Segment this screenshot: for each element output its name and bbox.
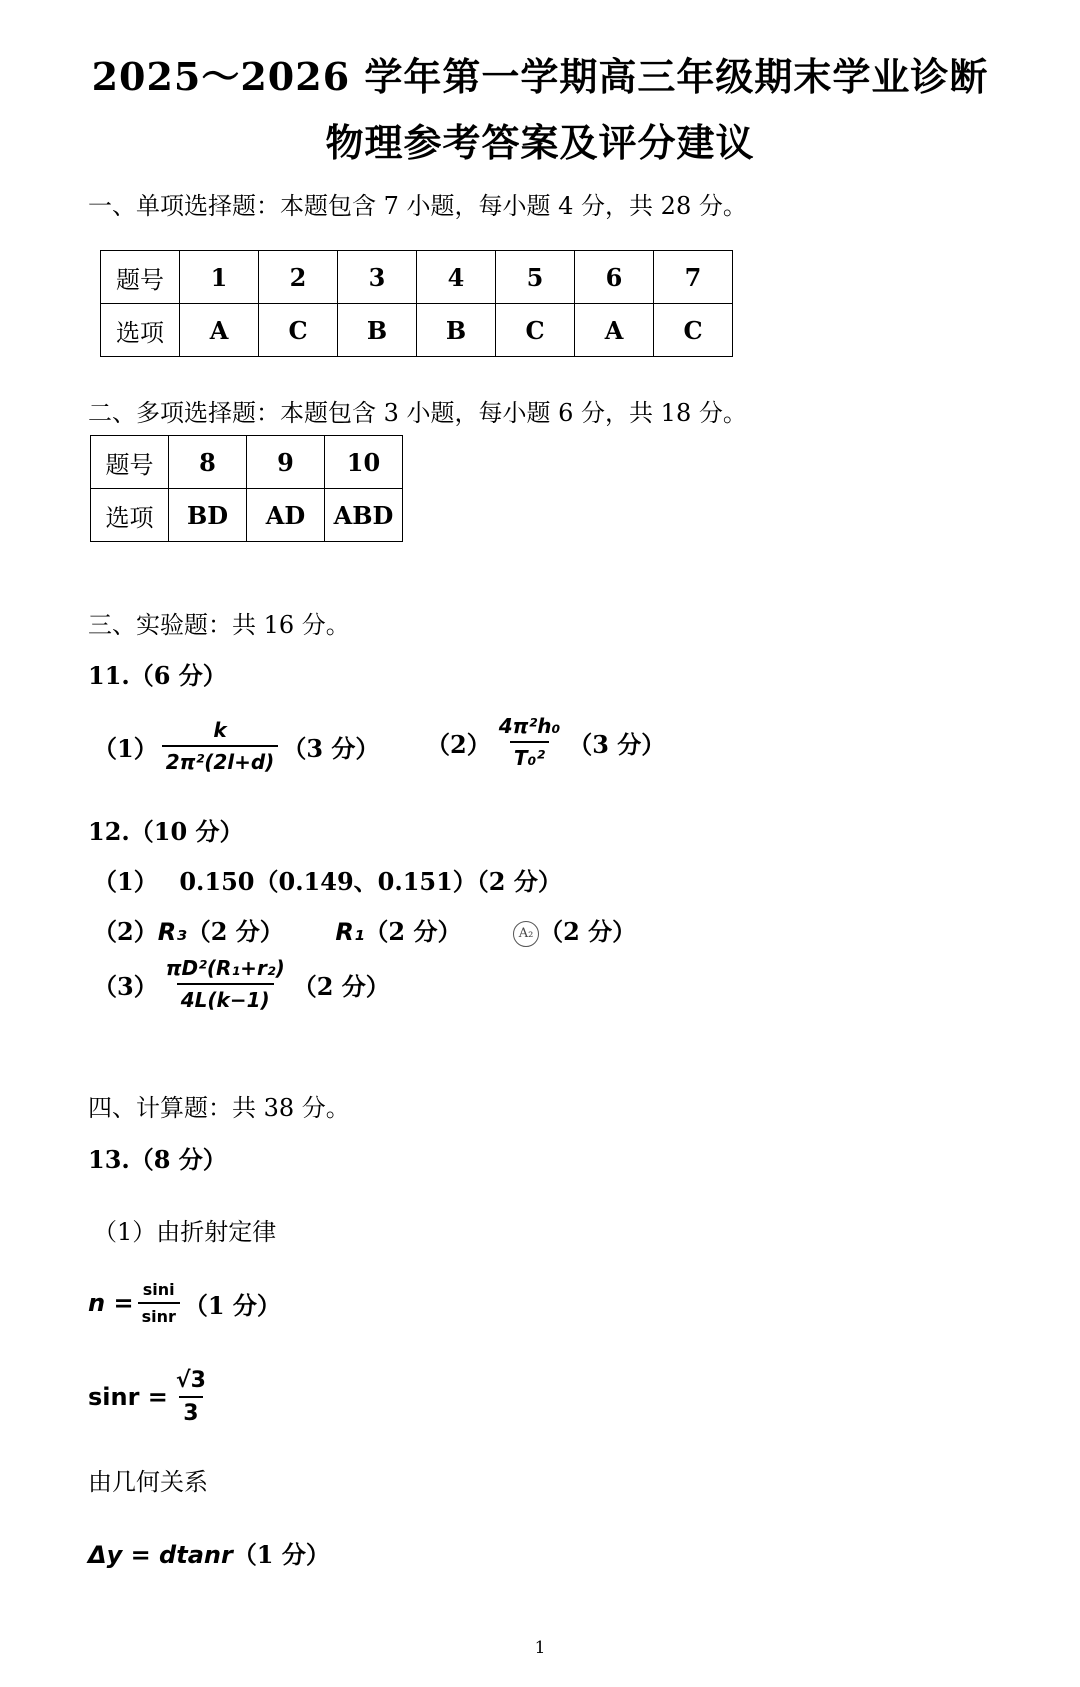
q13-equation-1 <box>88 1280 281 1326</box>
q12-part3-score: （2 分） <box>292 971 390 1001</box>
fraction-numerator: √3 <box>175 1368 206 1393</box>
table-cell: 7 <box>654 251 733 304</box>
q12-part2-label: （2） <box>93 917 158 946</box>
section2-answer-table <box>90 435 403 542</box>
equation-lhs: n = <box>88 1289 134 1317</box>
table-cell: 6 <box>575 251 654 304</box>
q13-eq2-fraction <box>172 1368 210 1426</box>
q13-step2: 由几何关系 <box>88 1468 208 1496</box>
table-cell: 2 <box>259 251 338 304</box>
table-cell: ABD <box>325 489 403 542</box>
table-cell: 1 <box>180 251 259 304</box>
table-cell: A <box>575 304 654 357</box>
fraction-numerator: 4π²h₀ <box>498 714 561 738</box>
table-cell: 9 <box>247 436 325 489</box>
q13-step1: （1）由折射定律 <box>93 1218 277 1246</box>
title-line-1: 2025～2026 学年第一学期高三年级期末学业诊断 <box>91 54 989 99</box>
page-number: 1 <box>534 1638 546 1658</box>
table-cell: AD <box>247 489 325 542</box>
ammeter-a2-icon: A₂ <box>513 921 539 947</box>
table-cell: 8 <box>169 436 247 489</box>
table-cell: A <box>180 304 259 357</box>
fraction-numerator: sini <box>142 1280 175 1299</box>
q12-title: 12.（10 分） <box>88 817 244 846</box>
fraction-denominator: 4L(k−1) <box>177 983 274 1012</box>
section4-heading: 四、计算题：共 38 分。 <box>88 1094 350 1122</box>
table-cell: BD <box>169 489 247 542</box>
fraction-denominator: 2π²(2l+d) <box>162 745 279 774</box>
q11-part1 <box>93 718 379 774</box>
resistor-r1: R₁ <box>335 918 365 946</box>
ammeter-score: （2 分） <box>539 917 637 946</box>
table-cell: 3 <box>338 251 417 304</box>
q11-title: 11.（6 分） <box>88 661 227 690</box>
resistor-r3: R₃ <box>157 918 187 946</box>
table-cell: 题号 <box>91 436 169 489</box>
table-cell: 4 <box>417 251 496 304</box>
fraction-denominator: 3 <box>179 1396 202 1426</box>
table-cell: C <box>496 304 575 357</box>
q12-part3-label: （3） <box>93 971 158 1001</box>
table-cell: 选项 <box>101 304 180 357</box>
table-cell: 10 <box>325 436 403 489</box>
resistor-r3-score: （2 分） <box>186 917 284 946</box>
q12-part3-fraction <box>162 956 289 1012</box>
q13-equation-3 <box>88 1535 330 1570</box>
q11-part2-fraction <box>495 714 565 770</box>
q11-part2 <box>426 714 665 770</box>
q11-part2-label: （2） <box>426 729 491 759</box>
section3-heading: 三、实验题：共 16 分。 <box>88 611 350 639</box>
fraction-numerator: πD²(R₁+r₂) <box>165 956 285 980</box>
table-cell: C <box>654 304 733 357</box>
eq3-score: （1 分） <box>232 1540 330 1569</box>
q11-part1-score: （3 分） <box>282 733 380 763</box>
table-cell: 题号 <box>101 251 180 304</box>
table-row <box>91 489 403 542</box>
section1-answer-table <box>100 250 733 357</box>
q12-part2 <box>93 912 636 947</box>
equation-lhs: sinr = <box>88 1383 168 1411</box>
q11-part1-label: （1） <box>93 733 158 763</box>
q11-part1-fraction <box>162 718 279 774</box>
fraction-denominator: sinr <box>138 1302 180 1326</box>
q12-part3 <box>93 956 390 1012</box>
table-row <box>91 436 403 489</box>
table-cell: B <box>417 304 496 357</box>
q12-part1-label: （1） <box>93 867 158 896</box>
q12-part1 <box>93 862 562 897</box>
table-row <box>101 251 733 304</box>
eq1-score: （1 分） <box>183 1290 281 1320</box>
table-cell: C <box>259 304 338 357</box>
fraction-denominator: T₀² <box>510 741 549 770</box>
q12-part1-value: 0.150（0.149、0.151）（2 分） <box>179 867 562 896</box>
table-cell: 选项 <box>91 489 169 542</box>
resistor-r1-score: （2 分） <box>364 917 462 946</box>
q13-title: 13.（8 分） <box>88 1145 227 1174</box>
q11-part2-score: （3 分） <box>568 729 666 759</box>
q13-equation-2 <box>88 1368 214 1426</box>
title-line-2: 物理参考答案及评分建议 <box>325 120 755 165</box>
fraction-numerator: k <box>213 718 227 742</box>
equation-body: Δy = dtanr <box>88 1541 233 1569</box>
table-row <box>101 304 733 357</box>
table-cell: 5 <box>496 251 575 304</box>
table-cell: B <box>338 304 417 357</box>
section2-heading: 二、多项选择题：本题包含 3 小题，每小题 6 分，共 18 分。 <box>88 399 747 427</box>
q13-eq1-fraction <box>138 1280 180 1326</box>
section1-heading: 一、单项选择题：本题包含 7 小题，每小题 4 分，共 28 分。 <box>88 192 747 220</box>
